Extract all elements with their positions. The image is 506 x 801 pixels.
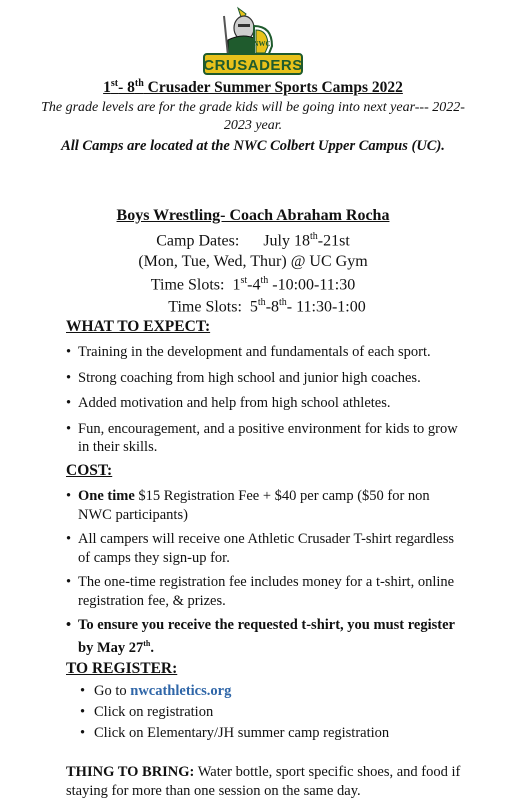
bring-label: THING TO BRING: xyxy=(66,764,195,780)
list-item: • All campers will receive one Athletic Crusader T-shirt regardless of camps they sign-up for. xyxy=(66,530,466,567)
nwcathletics-link[interactable]: nwcathletics.org xyxy=(130,683,232,699)
things-to-bring: THING TO BRING: Water bottle, sport specific shoes, and food if staying for more than one session on the same day. xyxy=(66,764,461,799)
list-item: • Go to nwcathletics.org xyxy=(80,681,480,702)
register-list xyxy=(80,681,480,744)
svg-text:NWC: NWC xyxy=(253,40,271,48)
logo-text: CRUSADERS xyxy=(203,57,303,74)
list-item: • To ensure you receive the requested t-shirt, you must register by May 27th. xyxy=(66,616,466,657)
list-item: • One time $15 Registration Fee + $40 per camp ($50 for non NWC participants) xyxy=(66,487,466,524)
list-item: • Added motivation and help from high school athletes. xyxy=(66,394,466,413)
crusaders-logo xyxy=(198,6,308,76)
page-title: 1st- 8th Crusader Summer Sports Camps 2022 xyxy=(103,78,403,97)
camp-days: (Mon, Tue, Wed, Thur) @ UC Gym xyxy=(138,253,368,270)
register-heading: TO REGISTER: xyxy=(66,660,178,677)
list-item: • Click on registration xyxy=(80,702,480,723)
location-note: All Camps are located at the NWC Colbert Upper Campus (UC). xyxy=(61,138,445,154)
cost-heading: COST: xyxy=(66,462,113,479)
cost-list xyxy=(66,487,466,657)
list-item: • Strong coaching from high school and junior high coaches. xyxy=(66,369,466,388)
time-slot-1: Time Slots: 1st-4th -10:00-11:30 xyxy=(150,275,356,294)
time-slot-2: Time Slots: 5th-8th- 11:30-1:00 xyxy=(168,297,366,316)
list-item: • Fun, encouragement, and a positive environment for kids to grow in their skills. xyxy=(66,420,466,457)
expect-heading: WHAT TO EXPECT: xyxy=(66,318,211,335)
list-item: • Training in the development and fundamentals of each sport. xyxy=(66,343,466,362)
knight-mascot-icon xyxy=(224,8,272,56)
list-item: • Click on Elementary/JH summer camp registration xyxy=(80,723,480,744)
grade-note: The grade levels are for the grade kids will be going into next year--- 2022-2023 year. xyxy=(41,100,465,133)
camp-title: Boys Wrestling- Coach Abraham Rocha xyxy=(116,207,390,224)
camp-dates: Camp Dates: July 18th-21st xyxy=(156,231,350,250)
expect-list xyxy=(66,343,466,457)
list-item: • The one-time registration fee includes money for a t-shirt, online registration fee, & prizes. xyxy=(66,573,466,610)
